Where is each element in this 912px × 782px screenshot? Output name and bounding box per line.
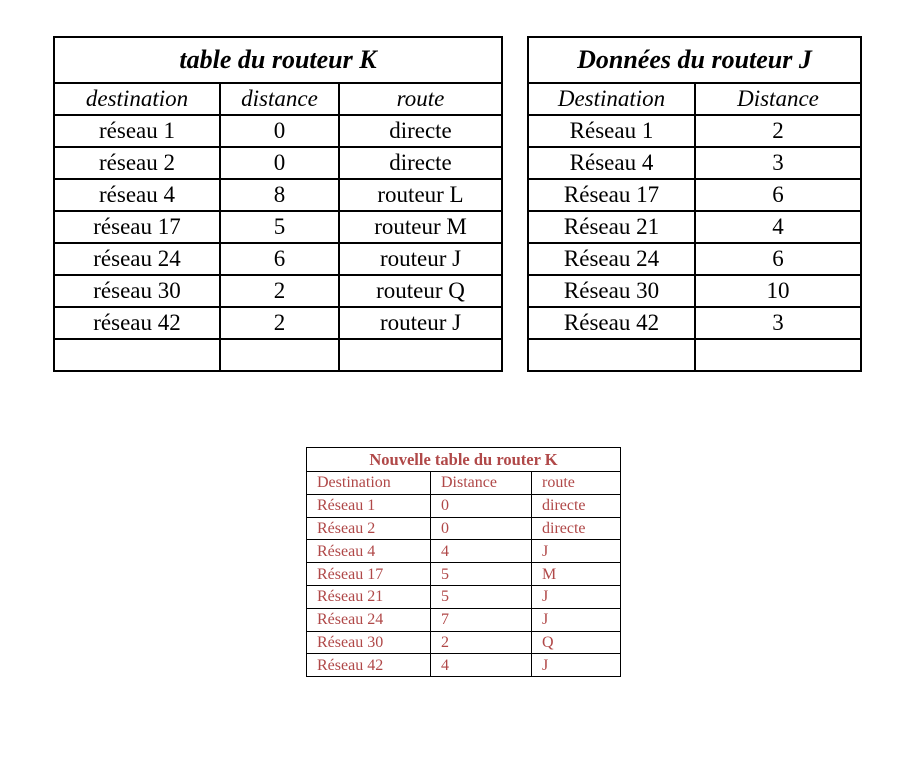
table-cell: 5 (220, 211, 339, 243)
new-table-header-route: route (532, 472, 621, 495)
table-cell (54, 339, 220, 371)
table-cell: routeur L (339, 179, 502, 211)
table-row (54, 211, 502, 243)
table-cell: routeur J (339, 307, 502, 339)
table-cell: 5 (431, 563, 532, 586)
routing-table-k (53, 36, 503, 372)
table-row (307, 654, 621, 677)
table-cell: 8 (220, 179, 339, 211)
table-row-empty (528, 339, 861, 371)
table-cell: M (532, 563, 621, 586)
table-cell: J (532, 585, 621, 608)
table-cell: 4 (695, 211, 861, 243)
table-cell: 7 (431, 608, 532, 631)
table-cell: Réseau 30 (528, 275, 695, 307)
table-row (528, 147, 861, 179)
table-cell: Réseau 4 (307, 540, 431, 563)
table-cell: réseau 1 (54, 115, 220, 147)
table-cell: directe (532, 517, 621, 540)
new-table-header-destination: Destination (307, 472, 431, 495)
table-k-header-route: route (339, 83, 502, 115)
table-cell: J (532, 654, 621, 677)
table-row (54, 307, 502, 339)
table-j-title: Données du routeur J (528, 37, 861, 83)
table-cell: 0 (220, 147, 339, 179)
table-cell: 2 (220, 307, 339, 339)
table-cell: Réseau 24 (528, 243, 695, 275)
table-row (528, 179, 861, 211)
table-cell: Réseau 21 (307, 585, 431, 608)
table-cell: 4 (431, 654, 532, 677)
table-cell: Réseau 42 (307, 654, 431, 677)
table-row (54, 147, 502, 179)
table-cell: routeur J (339, 243, 502, 275)
table-cell: 2 (220, 275, 339, 307)
table-cell: réseau 42 (54, 307, 220, 339)
table-cell: 4 (431, 540, 532, 563)
table-cell: 0 (431, 517, 532, 540)
table-k-header-destination: destination (54, 83, 220, 115)
table-cell: 10 (695, 275, 861, 307)
table-cell: Q (532, 631, 621, 654)
table-row (54, 243, 502, 275)
table-cell: réseau 4 (54, 179, 220, 211)
table-cell: 2 (431, 631, 532, 654)
table-row (307, 517, 621, 540)
table-cell: réseau 30 (54, 275, 220, 307)
table-row (307, 563, 621, 586)
new-table-title: Nouvelle table du router K (307, 448, 621, 472)
table-cell (339, 339, 502, 371)
table-row-empty (54, 339, 502, 371)
new-routing-table-k (306, 447, 621, 677)
table-cell: J (532, 540, 621, 563)
table-row (307, 631, 621, 654)
table-cell (220, 339, 339, 371)
table-k-header-distance: distance (220, 83, 339, 115)
table-row (307, 540, 621, 563)
new-table-header-distance: Distance (431, 472, 532, 495)
table-cell: 0 (431, 494, 532, 517)
table-cell: Réseau 4 (528, 147, 695, 179)
table-cell: Réseau 2 (307, 517, 431, 540)
table-row (528, 243, 861, 275)
table-cell: réseau 17 (54, 211, 220, 243)
table-row (528, 115, 861, 147)
table-cell: réseau 2 (54, 147, 220, 179)
table-cell: 3 (695, 307, 861, 339)
table-j-header-distance: Distance (695, 83, 861, 115)
table-cell: Réseau 30 (307, 631, 431, 654)
table-cell: directe (339, 147, 502, 179)
table-cell: réseau 24 (54, 243, 220, 275)
table-cell: Réseau 17 (528, 179, 695, 211)
table-cell: 2 (695, 115, 861, 147)
table-cell (528, 339, 695, 371)
table-j-header-destination: Destination (528, 83, 695, 115)
table-cell: directe (532, 494, 621, 517)
table-cell: J (532, 608, 621, 631)
table-cell: routeur M (339, 211, 502, 243)
table-cell: Réseau 1 (528, 115, 695, 147)
table-cell: 0 (220, 115, 339, 147)
table-cell: 6 (695, 243, 861, 275)
table-cell: Réseau 24 (307, 608, 431, 631)
table-cell: routeur Q (339, 275, 502, 307)
table-cell: Réseau 1 (307, 494, 431, 517)
table-cell: directe (339, 115, 502, 147)
table-row (307, 608, 621, 631)
table-cell: Réseau 21 (528, 211, 695, 243)
table-cell (695, 339, 861, 371)
table-cell: 5 (431, 585, 532, 608)
table-row (307, 585, 621, 608)
table-cell: Réseau 42 (528, 307, 695, 339)
table-row (54, 275, 502, 307)
table-k-title: table du routeur K (54, 37, 502, 83)
table-row (54, 179, 502, 211)
table-cell: 6 (220, 243, 339, 275)
table-cell: 3 (695, 147, 861, 179)
routing-table-j (527, 36, 862, 372)
table-cell: Réseau 17 (307, 563, 431, 586)
table-row (54, 115, 502, 147)
table-row (528, 307, 861, 339)
table-row (528, 211, 861, 243)
table-row (528, 275, 861, 307)
table-cell: 6 (695, 179, 861, 211)
table-row (307, 494, 621, 517)
